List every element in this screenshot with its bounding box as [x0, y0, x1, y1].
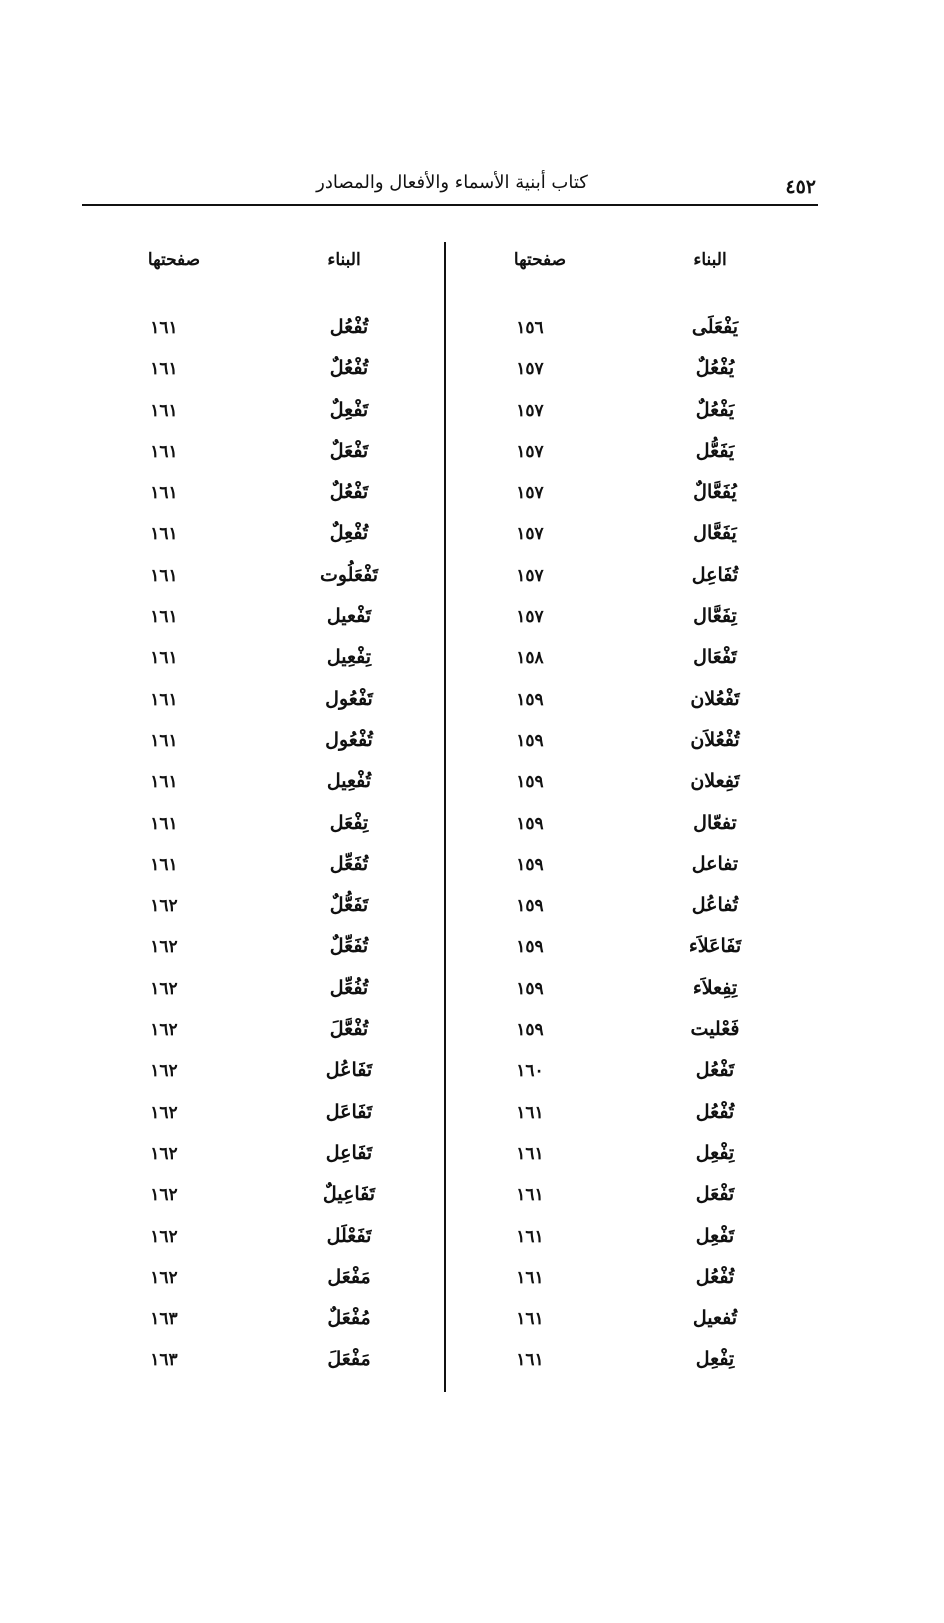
- table-row: [104, 440, 424, 481]
- page-reference: ١٦٠: [516, 1061, 544, 1082]
- morphological-form: يَفَعُّل: [695, 439, 735, 462]
- morphological-form: تَفْعيل: [326, 605, 372, 628]
- table-row: [470, 440, 790, 481]
- morphological-form: تَفَاعِل: [325, 1141, 373, 1164]
- table-row: [470, 1142, 790, 1183]
- morphological-form: تِفْعِيل: [326, 646, 372, 669]
- page-reference: ١٦٢: [150, 937, 178, 958]
- table-row: [470, 605, 790, 646]
- morphological-form: تَفْعُلٌ: [329, 481, 369, 504]
- morphological-form: تِفْعِل: [695, 1348, 735, 1371]
- table-row: [470, 935, 790, 976]
- page-reference: ١٦١: [150, 607, 178, 628]
- morphological-form: فَعْليت: [690, 1018, 740, 1041]
- morphological-form: تِفْعَل: [329, 811, 369, 834]
- table-row: [470, 399, 790, 440]
- page-reference: ١٦٢: [150, 978, 178, 999]
- page-reference: ١٥٩: [516, 1020, 544, 1041]
- table-row: [104, 1142, 424, 1183]
- left-index-table: [104, 250, 424, 1371]
- morphological-form: تَفْعَلٌ: [329, 439, 369, 462]
- morphological-form: يُفْعُلٌ: [695, 357, 735, 380]
- morphological-form: تُفْعُول: [325, 728, 373, 751]
- page-reference: ١٦٢: [150, 1185, 178, 1206]
- morphological-form: تَفَاعَلاَء: [688, 935, 742, 958]
- morphological-form: تفعّال: [693, 811, 737, 834]
- table-row: [470, 729, 790, 770]
- table-row: [104, 688, 424, 729]
- table-row: [470, 316, 790, 357]
- table-row: [470, 564, 790, 605]
- page-reference: ١٥٩: [516, 813, 544, 834]
- morphological-form: تِفْعِل: [695, 1141, 735, 1164]
- page-reference: ١٦٢: [150, 1226, 178, 1247]
- page-reference: ١٥٩: [516, 854, 544, 875]
- table-row: [470, 522, 790, 563]
- table-row: [470, 977, 790, 1018]
- morphological-form: تُفْعُلٌ: [329, 357, 369, 380]
- table-row: [470, 1183, 790, 1224]
- table-row: [104, 1348, 424, 1389]
- table-row: [104, 605, 424, 646]
- morphological-form: يَفْعَلَى: [691, 316, 739, 338]
- page-reference: ١٥٩: [516, 896, 544, 917]
- page-reference: ١٦٣: [150, 1350, 178, 1371]
- page-reference: ١٥٧: [516, 400, 544, 421]
- page-reference: ١٥٩: [516, 937, 544, 958]
- page-reference: ١٦١: [516, 1143, 544, 1164]
- page-reference: ١٦٢: [150, 1061, 178, 1082]
- table-row: [104, 894, 424, 935]
- table-row: [470, 1018, 790, 1059]
- table-row: [470, 646, 790, 687]
- table-row: [470, 1307, 790, 1348]
- table-row: [470, 894, 790, 935]
- morphological-form: مَفْعَلَ: [327, 1348, 371, 1371]
- left-table-headers: [104, 250, 424, 280]
- morphological-form: تَفَاعُل: [325, 1059, 373, 1082]
- table-row: [470, 357, 790, 398]
- table-row: [104, 770, 424, 811]
- table-row: [470, 853, 790, 894]
- morphological-form: تُفَاعِل: [691, 563, 739, 586]
- table-row: [104, 1266, 424, 1307]
- page-reference: ١٦١: [150, 730, 178, 751]
- page-reference: ١٦١: [150, 772, 178, 793]
- table-row: [104, 564, 424, 605]
- table-row: [104, 812, 424, 853]
- table-row: [104, 935, 424, 976]
- page-reference: ١٦١: [516, 1226, 544, 1247]
- table-row: [104, 1018, 424, 1059]
- morphological-form: تفاعل: [691, 852, 739, 875]
- table-row: [470, 688, 790, 729]
- morphological-form: مُفْعَلٌ: [327, 1307, 371, 1330]
- morphological-form: تَفْعُل: [695, 1059, 735, 1082]
- form-column-header: البناء: [327, 250, 361, 270]
- page-reference: ١٥٩: [516, 978, 544, 999]
- morphological-form: تَفْعُول: [325, 687, 373, 710]
- page-reference: ١٦١: [150, 441, 178, 462]
- table-row: [104, 481, 424, 522]
- morphological-form: تُفْعِيل: [326, 770, 372, 793]
- page-reference: ١٦١: [516, 1267, 544, 1288]
- page-reference: ١٦٢: [150, 1143, 178, 1164]
- right-index-table: [470, 250, 790, 1371]
- morphological-form: يَفْعُلٌ: [695, 398, 735, 421]
- table-row: [470, 1348, 790, 1389]
- morphological-form: تُفْعُل: [695, 1100, 735, 1123]
- morphological-form: تَفِعلان: [690, 770, 740, 793]
- table-row: [104, 1307, 424, 1348]
- page-reference: ١٦١: [150, 483, 178, 504]
- table-row: [104, 646, 424, 687]
- page-reference: ١٦٣: [150, 1309, 178, 1330]
- right-table-headers: [470, 250, 790, 280]
- page-reference: ١٥٧: [516, 607, 544, 628]
- page-reference: ١٥٧: [516, 441, 544, 462]
- morphological-form: تُفعيل: [692, 1307, 738, 1330]
- page-reference: ١٦١: [150, 318, 178, 338]
- morphological-form: تِفِعلاَء: [692, 976, 738, 999]
- right-table-rows: [470, 316, 790, 1390]
- morphological-form: تَفْعِل: [695, 1224, 735, 1247]
- page-number: ٤٥٢: [785, 176, 816, 198]
- page-reference: ١٦١: [150, 648, 178, 669]
- morphological-form: تُفُعِّل: [329, 976, 369, 999]
- page-reference: ١٥٩: [516, 730, 544, 751]
- page-reference: ١٥٧: [516, 359, 544, 380]
- table-row: [104, 853, 424, 894]
- page-reference: ١٦١: [516, 1309, 544, 1330]
- form-column-header: البناء: [693, 250, 727, 270]
- page-reference: ١٥٦: [516, 318, 544, 338]
- page-reference: ١٦٢: [150, 1102, 178, 1123]
- morphological-form: تَفْعَلُوت: [319, 563, 379, 586]
- morphological-form: تُفْعُلاَن: [690, 728, 740, 751]
- table-row: [470, 1101, 790, 1142]
- morphological-form: تَفْعَال: [693, 646, 737, 669]
- page-column-header: صفحتها: [147, 250, 201, 270]
- table-row: [470, 1059, 790, 1100]
- morphological-form: تُفَعِّل: [329, 852, 369, 875]
- table-row: [470, 770, 790, 811]
- morphological-form: تُفْعَّلَ: [329, 1018, 369, 1041]
- morphological-form: يُفَعَّالٌ: [693, 481, 737, 504]
- table-row: [470, 481, 790, 522]
- morphological-form: تَفْعَل: [695, 1183, 735, 1206]
- morphological-form: تَفْعِلٌ: [329, 398, 369, 421]
- page-reference: ١٦١: [150, 359, 178, 380]
- table-row: [470, 812, 790, 853]
- header-rule: [82, 204, 818, 206]
- page-column-header: صفحتها: [513, 250, 567, 270]
- page-reference: ١٦١: [150, 689, 178, 710]
- morphological-form: تُفْعُل: [329, 316, 369, 338]
- morphological-form: تَفْعُلان: [690, 687, 740, 710]
- table-row: [470, 1266, 790, 1307]
- table-row: [104, 1225, 424, 1266]
- page-reference: ١٥٩: [516, 772, 544, 793]
- page-reference: ١٦١: [150, 854, 178, 875]
- page-reference: ١٥٩: [516, 689, 544, 710]
- column-divider: [444, 242, 446, 1392]
- table-row: [104, 729, 424, 770]
- table-row: [104, 316, 424, 357]
- page-header: [82, 166, 818, 196]
- morphological-form: تُفْعِلٌ: [329, 522, 369, 545]
- page-reference: ١٥٨: [516, 648, 544, 669]
- morphological-form: يَفَعَّال: [693, 522, 737, 545]
- morphological-form: تَفَعُّلٌ: [329, 894, 369, 917]
- morphological-form: تِفَعَّال: [693, 605, 737, 628]
- left-table-rows: [104, 316, 424, 1390]
- table-row: [104, 522, 424, 563]
- morphological-form: تُفَعِّلٌ: [329, 935, 369, 958]
- page-reference: ١٥٧: [516, 483, 544, 504]
- page-reference: ١٦١: [150, 813, 178, 834]
- table-row: [104, 1183, 424, 1224]
- page-reference: ١٦١: [516, 1350, 544, 1371]
- page-reference: ١٥٧: [516, 524, 544, 545]
- morphological-form: تُفاعُل: [691, 894, 739, 917]
- page-reference: ١٦٢: [150, 1267, 178, 1288]
- table-row: [104, 399, 424, 440]
- page-reference: ١٦١: [516, 1102, 544, 1123]
- table-row: [470, 1225, 790, 1266]
- page-reference: ١٥٧: [516, 565, 544, 586]
- page-reference: ١٦٢: [150, 1020, 178, 1041]
- page-reference: ١٦٢: [150, 896, 178, 917]
- morphological-form: مَفْعَل: [327, 1265, 371, 1288]
- running-title: كتاب أبنية الأسماء والأفعال والمصادر: [316, 172, 588, 193]
- table-row: [104, 1059, 424, 1100]
- table-row: [104, 1101, 424, 1142]
- page-reference: ١٦١: [150, 565, 178, 586]
- morphological-form: تُفْعُل: [695, 1265, 735, 1288]
- page-reference: ١٦١: [516, 1185, 544, 1206]
- table-row: [104, 977, 424, 1018]
- morphological-form: تَفَاعَل: [325, 1100, 373, 1123]
- morphological-form: تَفَعْلَل: [326, 1224, 372, 1247]
- table-row: [104, 357, 424, 398]
- page-reference: ١٦١: [150, 400, 178, 421]
- morphological-form: تَفَاعِيلٌ: [322, 1183, 376, 1206]
- page-reference: ١٦١: [150, 524, 178, 545]
